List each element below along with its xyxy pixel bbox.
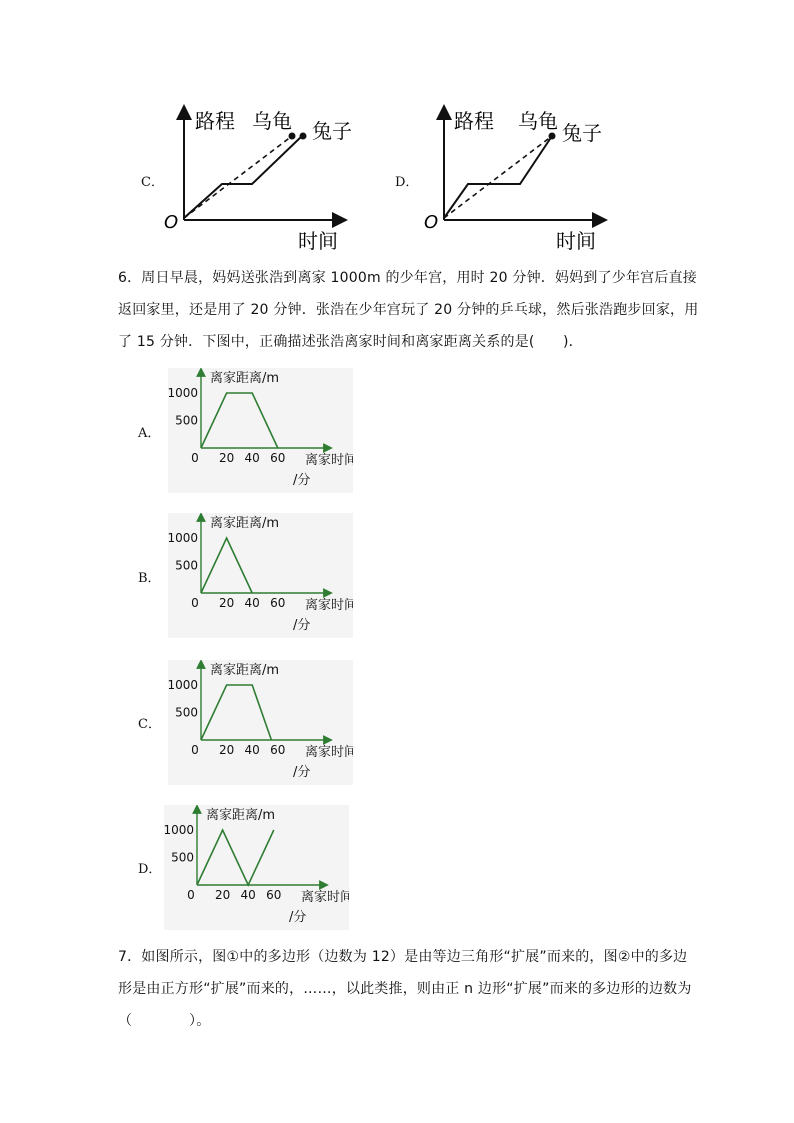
y-axis-label: 路程 <box>454 109 494 133</box>
chart-svg <box>168 368 353 493</box>
x-tick-label: 60 <box>266 888 282 902</box>
q6-option-a-label: A． <box>138 426 161 441</box>
y-tick-label: 1000 <box>164 823 194 837</box>
y-tick-label: 500 <box>175 705 198 720</box>
q5-option-c-label: C． <box>141 175 164 190</box>
origin-label: O <box>164 212 179 233</box>
x-tick-label: 40 <box>244 596 260 610</box>
x-tick-label: 20 <box>218 743 235 757</box>
turtle-line <box>184 136 292 218</box>
q6-line-1: 6．周日早晨，妈妈送张浩到离家 1000m 的少年宫，用时 20 分钟．妈妈到了少年宫后直接 <box>118 270 697 286</box>
chart-title: 离家距离/m <box>210 663 280 678</box>
q7-line-1: 7．如图所示，图①中的多边形（边数为 12）是由等边三角形“扩展”而来的，图②中的多边 <box>118 949 688 965</box>
rabbit-label: 兔子 <box>562 121 602 145</box>
x-tick-label: 60 <box>270 596 286 610</box>
y-axis-label: 路程 <box>195 109 235 133</box>
q6-chart-a <box>168 368 353 497</box>
q5-option-d-label: D． <box>395 175 419 190</box>
q6-option-b-label: B． <box>138 571 161 586</box>
turtle-line <box>444 136 552 218</box>
turtle-dot <box>289 133 296 140</box>
q7-line-3: （ ）。 <box>118 1013 211 1029</box>
y-tick-label: 500 <box>175 413 198 428</box>
q5-option-d-graph <box>416 100 616 252</box>
x-axis-label: 时间 <box>298 229 338 252</box>
x-tick-label: 20 <box>214 888 231 902</box>
q6-option-c-label: C． <box>138 717 161 732</box>
y-tick-label: 500 <box>171 850 194 865</box>
q6-line-2: 返回家里，还是用了 20 分钟．张浩在少年宫玩了 20 分钟的乒乓球，然后张浩跑步回家，用 <box>118 302 699 318</box>
y-tick-label: 1000 <box>168 678 198 692</box>
x-tick-label: 20 <box>218 596 235 610</box>
x-axis-label-line-2: /分 <box>293 473 311 488</box>
x-tick-label: 0 <box>191 596 199 610</box>
q7-text <box>118 941 698 1037</box>
y-tick-label: 1000 <box>168 531 198 545</box>
x-axis-label-line-1: 离家时间 <box>305 453 353 468</box>
origin-label: O <box>424 212 439 233</box>
q6-line-3: 了 15 分钟．下图中，正确描述张浩离家时间和离家距离关系的是( )． <box>118 334 583 350</box>
x-tick-label: 0 <box>191 743 199 757</box>
y-tick-label: 1000 <box>168 386 198 400</box>
chart-svg <box>168 660 353 785</box>
turtle-label: 乌龟 <box>252 109 292 133</box>
turtle-label: 乌龟 <box>518 109 558 133</box>
rabbit-dot <box>300 133 307 140</box>
finish-dot <box>549 133 556 140</box>
q6-chart-b <box>168 513 353 642</box>
q5-option-c-graph <box>160 100 360 252</box>
x-tick-label: 40 <box>244 743 260 757</box>
chart-title: 离家距离/m <box>206 808 276 823</box>
x-tick-label: 20 <box>218 451 235 465</box>
rabbit-label: 兔子 <box>312 119 352 143</box>
chart-title: 离家距离/m <box>210 371 280 386</box>
x-axis-label-line-2: /分 <box>293 618 311 633</box>
x-axis-label-line-1: 离家时间 <box>305 745 353 760</box>
x-tick-label: 60 <box>270 743 286 757</box>
x-tick-label: 0 <box>187 888 195 902</box>
q6-option-d-label: D． <box>138 862 162 877</box>
chart-svg <box>164 805 349 930</box>
rabbit-line <box>184 136 302 218</box>
q6-chart-c <box>168 660 353 789</box>
chart-title: 离家距离/m <box>210 516 280 531</box>
y-tick-label: 500 <box>175 558 198 573</box>
q6-text <box>118 262 698 358</box>
x-axis-label: 时间 <box>556 229 596 252</box>
q6-chart-d <box>164 805 349 934</box>
q7-line-2: 形是由正方形“扩展”而来的，……，以此类推，则由正 n 边形“扩展”而来的多边形的边数为 <box>118 981 692 997</box>
x-axis-label-line-1: 离家时间 <box>305 598 353 613</box>
x-tick-label: 40 <box>244 451 260 465</box>
x-tick-label: 0 <box>191 451 199 465</box>
x-tick-label: 40 <box>240 888 256 902</box>
x-axis-label-line-2: /分 <box>293 765 311 780</box>
x-axis-label-line-1: 离家时间 <box>301 890 349 905</box>
x-tick-label: 60 <box>270 451 286 465</box>
chart-svg <box>168 513 353 638</box>
x-axis-label-line-2: /分 <box>289 910 307 925</box>
